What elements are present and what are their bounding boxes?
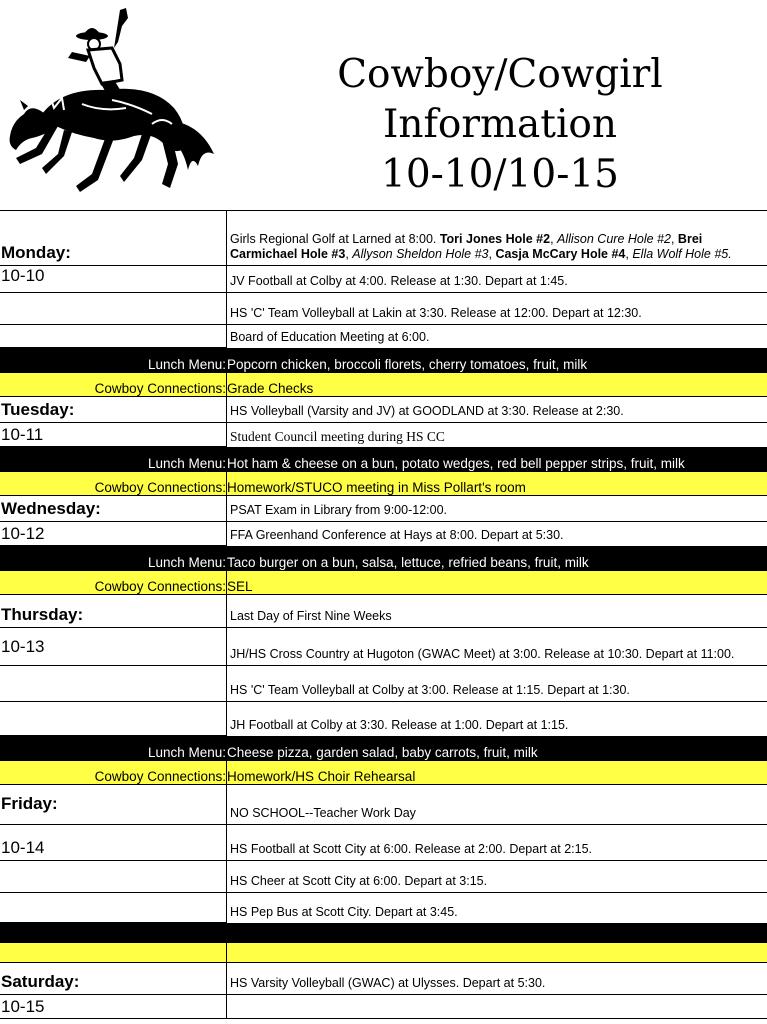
date-label: 10-13 [1, 636, 45, 656]
title-line: Cowboy/Cowgirl [337, 52, 663, 97]
connections-row [0, 472, 767, 496]
title-line: Information [382, 102, 618, 147]
day-label: Friday: [1, 793, 58, 813]
schedule-table [0, 210, 767, 1019]
lunch-menu-text: Hot ham & cheese on a bun, potato wedges, red bell pepper strips, fruit, milk [227, 447, 767, 472]
lunch-menu-row [0, 447, 767, 472]
table-row [0, 595, 767, 628]
lunch-menu-row [0, 546, 767, 571]
table-row [0, 325, 767, 348]
day-label: Tuesday: [1, 400, 75, 419]
event-text: HS Football at Scott City at 6:00. Release at 2:00. Depart at 2:15. [230, 842, 593, 856]
event-text: HS Pep Bus at Scott City. Depart at 3:45. [230, 904, 458, 919]
lunch-menu-text: Taco burger on a bun, salsa, lettuce, refried beans, fruit, milk [227, 546, 767, 571]
date-label: 10-14 [1, 838, 45, 857]
table-row [0, 522, 767, 546]
connections-label: Cowboy Connections: [0, 472, 227, 496]
connections-text: Homework/HS Choir Rehearsal [227, 761, 767, 785]
connections-label: Cowboy Connections: [0, 373, 227, 397]
table-row [0, 628, 767, 666]
lunch-menu-label: Lunch Menu: [0, 348, 227, 373]
event-text: Last Day of First Nine Weeks [230, 609, 392, 623]
event-text: HS Volleyball (Varsity and JV) at GOODLAND at 3:30. Release at 2:30. [230, 404, 624, 418]
connections-row [0, 761, 767, 785]
lunch-menu-text: Popcorn chicken, broccoli florets, cherry tomatoes, fruit, milk [227, 348, 767, 373]
lunch-menu-text: Cheese pizza, garden salad, baby carrots, fruit, milk [227, 736, 767, 761]
event-text: JV Football at Colby at 4:00. Release at 1:30. Depart at 1:45. [230, 274, 568, 288]
event-text: NO SCHOOL--Teacher Work Day [230, 806, 416, 820]
date-label: 10-11 [1, 424, 44, 444]
connections-text: Grade Checks [227, 373, 767, 397]
table-row [0, 423, 767, 447]
connections-label: Cowboy Connections: [0, 571, 227, 595]
day-label: Saturday: [1, 972, 80, 991]
event-text: PSAT Exam in Library from 9:00-12:00. [230, 503, 447, 517]
event-text: FFA Greenhand Conference at Hays at 8:00. Depart at 5:30. [230, 527, 564, 542]
connections-text: Homework/STUCO meeting in Miss Pollart's room [227, 472, 767, 496]
event-text: Student Council meeting during HS CC [230, 428, 445, 444]
connections-row [0, 571, 767, 595]
event-text: HS Varsity Volleyball (GWAC) at Ulysses. Depart at 5:30. [230, 976, 546, 990]
table-row [0, 893, 767, 923]
table-row [0, 211, 767, 266]
event-text: HS 'C' Team Volleyball at Colby at 3:00. Release at 1:15. Depart at 1:30. [230, 683, 630, 697]
table-row [0, 702, 767, 736]
event-text: Board of Education Meeting at 6:00. [230, 329, 430, 344]
connections-row [0, 943, 767, 963]
table-row [0, 397, 767, 423]
table-row [0, 963, 767, 995]
table-row [0, 825, 767, 861]
connections-text: SEL [227, 571, 767, 595]
event-text: JH Football at Colby at 3:30. Release at 1:00. Depart at 1:15. [230, 717, 569, 732]
date-label: 10-15 [1, 996, 45, 1016]
date-label: 10-12 [1, 523, 45, 543]
connections-row [0, 373, 767, 397]
date-label: 10-10 [1, 266, 45, 285]
table-row [0, 666, 767, 702]
connections-label: Cowboy Connections: [0, 761, 227, 785]
lunch-menu-label: Lunch Menu: [0, 546, 227, 571]
event-text: HS 'C' Team Volleyball at Lakin at 3:30. Release at 12:00. Depart at 12:30. [230, 306, 642, 320]
golf-event: Girls Regional Golf at Larned at 8:00. Tori Jones Hole #2, Allison Cure Hole #2, Brei Carmichael Hole #3, Allyson Sheldon Hole #3, Casja McCary Hole #4, Ella Wolf Hole #5. [230, 232, 732, 261]
table-row [0, 861, 767, 893]
table-row [0, 995, 767, 1019]
lunch-menu-row [0, 923, 767, 943]
event-text: HS Cheer at Scott City at 6:00. Depart at 3:15. [230, 874, 488, 888]
title-line: 10-10/10-15 [381, 152, 619, 197]
lunch-menu-label: Lunch Menu: [0, 447, 227, 472]
table-row [0, 266, 767, 293]
lunch-menu-row [0, 348, 767, 373]
page-header [0, 0, 767, 210]
day-label: Wednesday: [1, 499, 101, 518]
table-row [0, 785, 767, 825]
lunch-menu-row [0, 736, 767, 761]
event-text: JH/HS Cross Country at Hugoton (GWAC Meet) at 3:00. Release at 10:30. Depart at 11:00. [230, 647, 735, 661]
day-label: Monday: [1, 243, 71, 262]
bucking-bronco-rider-icon [2, 4, 217, 200]
day-label: Thursday: [1, 605, 84, 624]
page-title [300, 50, 700, 200]
lunch-menu-label: Lunch Menu: [0, 736, 227, 761]
table-row [0, 496, 767, 522]
table-row [0, 293, 767, 325]
